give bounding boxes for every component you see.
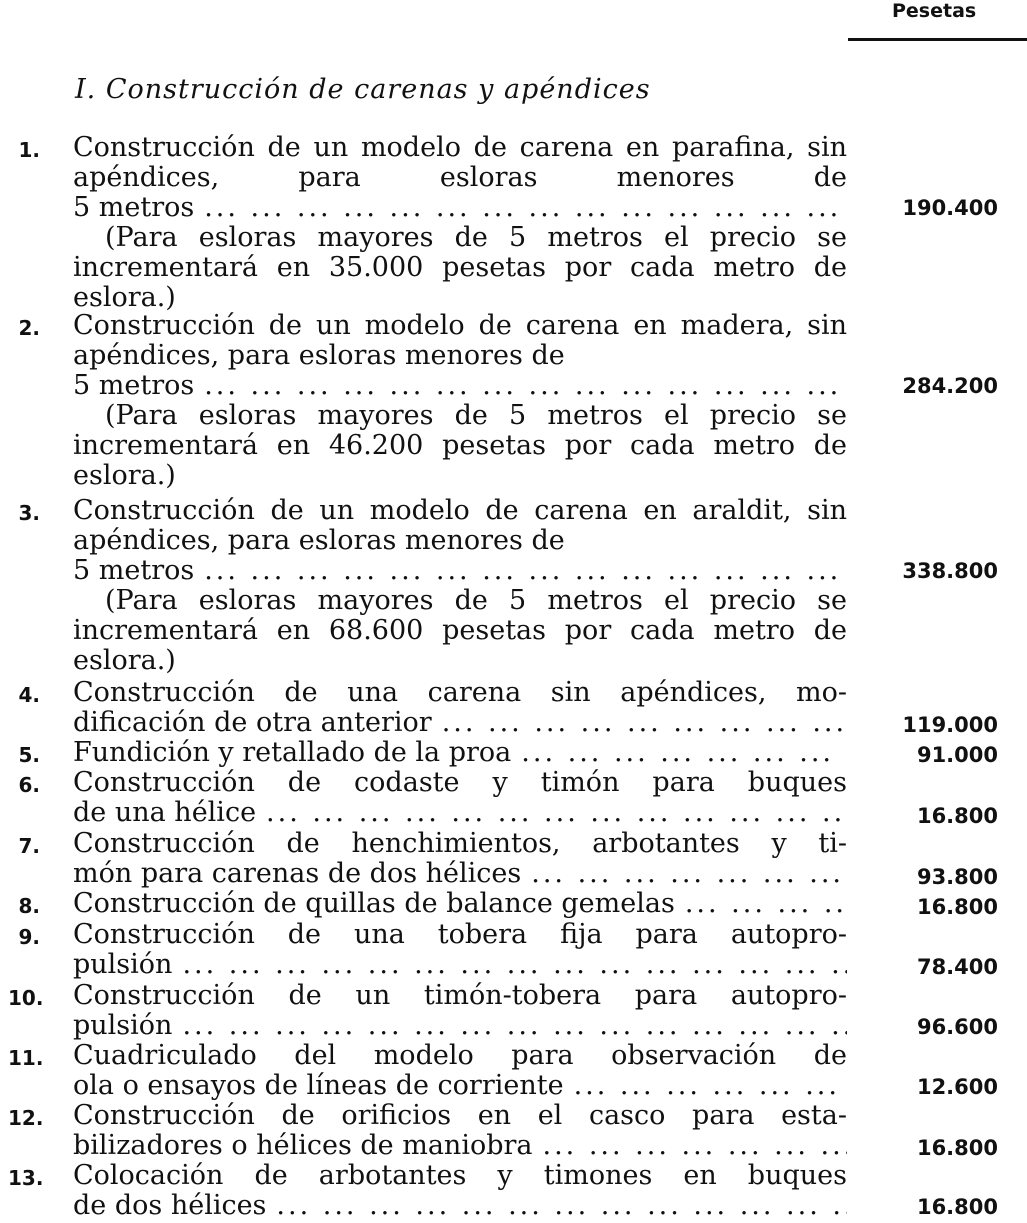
item-last-line: bilizadores o hélices de maniobra: [73, 1131, 533, 1161]
leader-dots: [172, 1011, 847, 1041]
item-number: 8.: [18, 894, 40, 918]
item-number: 11.: [8, 1046, 44, 1070]
leader-dots: [432, 708, 847, 738]
item-number: 3.: [18, 501, 40, 525]
leader-dots: [521, 859, 847, 889]
item-description: Construcción de un timón-tobera para autopro- pulsión ... .: [73, 981, 847, 1041]
item-number: 10.: [8, 986, 44, 1010]
item-last-line: de una hélice: [73, 798, 257, 828]
item-price: 16.800: [916, 804, 998, 828]
item-number: 13.: [8, 1166, 44, 1190]
leader-dots: [511, 738, 847, 768]
leader-dots: [194, 556, 847, 586]
item-number: 1.: [18, 138, 40, 162]
section-title: I. Construcción de carenas y apéndices: [75, 74, 651, 105]
item-price: 16.800: [916, 1195, 998, 1219]
leader-dots: [266, 1191, 847, 1221]
leader-dots: [194, 193, 847, 223]
item-number: 12.: [8, 1106, 44, 1130]
item-last-line: 5 metros: [73, 193, 195, 223]
leader-dots: [172, 950, 847, 980]
item-number: 7.: [18, 834, 40, 858]
item-number: 9.: [18, 925, 40, 949]
item-description: Construcción de un modelo de carena en araldit, sin apéndices, para esloras menores de 5 metros ... .: [73, 496, 847, 586]
header-rule: [848, 38, 1027, 41]
item-description: Cuadriculado del modelo para observación de ola o ensayos de líneas de corriente ... .: [73, 1041, 847, 1101]
item-description: [73, 889, 847, 919]
item-description: Construcción de una tobera fija para autopro- pulsión ... .: [73, 920, 847, 980]
item-description: Construcción de una carena sin apéndices, mo- dificación de otra anterior ... .: [73, 678, 847, 738]
item-last-line: pulsión: [73, 1011, 173, 1041]
item-last-line: de dos hélices: [73, 1191, 267, 1221]
leader-dots: [256, 798, 847, 828]
item-note: (Para esloras mayores de 5 metros el precio se incrementará en 68.600 pesetas por cada metro de eslora.): [73, 585, 847, 676]
item-number: 4.: [18, 683, 40, 707]
item-price: 190.400: [902, 196, 998, 220]
item-number: 2.: [18, 316, 40, 340]
leader-dots: [194, 371, 847, 401]
item-last-line: pulsión: [73, 950, 173, 980]
currency-column-header: Pesetas: [892, 0, 977, 22]
item-price: 338.800: [902, 559, 998, 583]
item-description: Construcción de un modelo de carena en parafina, sin apéndices, para esloras menores de 5 metros ... .: [73, 133, 847, 223]
item-last-line: ola o ensayos de líneas de corriente: [73, 1071, 564, 1101]
item-last-line: dificación de otra anterior: [73, 708, 432, 738]
leader-dots: [564, 1071, 847, 1101]
item-price: 78.400: [916, 955, 998, 979]
item-number: 6.: [18, 773, 40, 797]
item-description: Colocación de arbotantes y timones en buques de dos hélices ... .: [73, 1161, 847, 1221]
item-number: 5.: [18, 743, 40, 767]
item-price: 119.000: [902, 713, 998, 737]
leader-dots: [675, 889, 847, 919]
item-last-line: món para carenas de dos hélices: [73, 859, 522, 889]
item-price: 284.200: [902, 374, 998, 398]
item-description: [73, 738, 847, 768]
item-last-line: Fundición y retallado de la proa: [73, 738, 512, 768]
item-price: 16.800: [916, 1136, 998, 1160]
item-description: Construcción de un modelo de carena en madera, sin apéndices, para esloras menores de 5 metros ... .: [73, 311, 847, 401]
item-last-line: Construcción de quillas de balance gemelas: [73, 889, 675, 919]
item-note: (Para esloras mayores de 5 metros el precio se incrementará en 35.000 pesetas por cada metro de eslora.): [73, 222, 847, 313]
item-price: 91.000: [916, 743, 998, 767]
item-description: Construcción de codaste y timón para buques de una hélice ... .: [73, 768, 847, 828]
item-price: 12.600: [916, 1075, 998, 1099]
item-price: 16.800: [916, 895, 998, 919]
item-price: 96.600: [916, 1015, 998, 1039]
item-description: Construcción de henchimientos, arbotantes y ti- món para carenas de dos hélices ... .: [73, 829, 847, 889]
leader-dots: [533, 1131, 847, 1161]
item-last-line: 5 metros: [73, 556, 195, 586]
item-note: (Para esloras mayores de 5 metros el precio se incrementará en 46.200 pesetas por cada metro de eslora.): [73, 400, 847, 491]
item-last-line: 5 metros: [73, 371, 195, 401]
item-description: Construcción de orificios en el casco para esta- bilizadores o hélices de maniobra ... .: [73, 1101, 847, 1161]
item-price: 93.800: [916, 865, 998, 889]
